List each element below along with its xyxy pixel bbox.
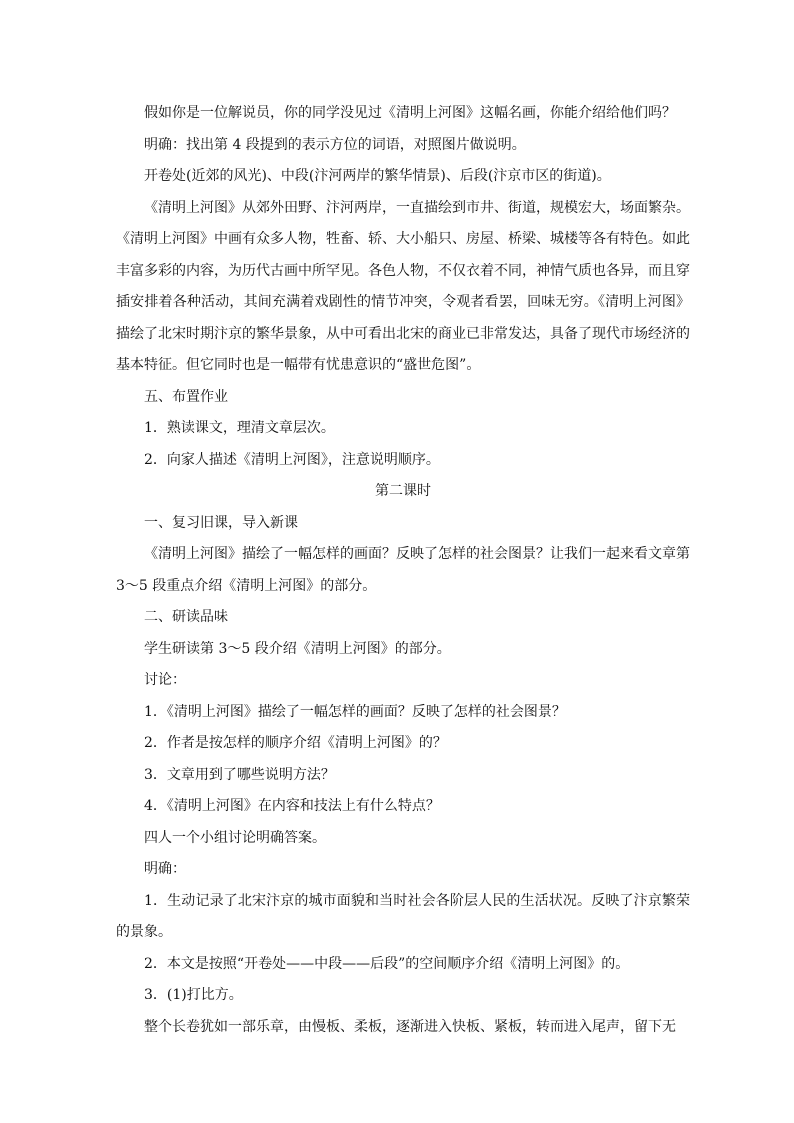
discussion-label: 讨论：	[144, 672, 186, 688]
homework-item-1: 1．熟读课文，理清文章层次。	[144, 420, 335, 436]
paragraph-music-analogy: 整个长卷犹如一部乐章，由慢板、柔板，逐渐进入快板、紧板，转而进入尾声，留下无	[144, 1018, 676, 1035]
paragraph-answer-hint: 明确：找出第 4 段提到的表示方位的词语，对照图片做说明。	[144, 136, 526, 153]
homework-item-2: 2．向家人描述《清明上河图》，注意说明顺序。	[144, 451, 440, 468]
paragraph-study: 学生研读第 3～5 段介绍《清明上河图》的部分。	[144, 640, 451, 657]
paragraph-description: 《清明上河图》从郊外田野、汴河两岸，一直描绘到市井、街道，规模宏大，场面繁杂。《清明上河图》中画有众多人物，牲畜、轿、大小船只、房屋、桥梁、城楼等各有特色。如此丰富多彩的内容，为历代古画中所罕见。各色人物，不仅衣着不同，神情气质也各异，而且穿插安排着各种活动，其间充满着戏剧性的情节冲突，令观者看罢，回味无穷。《清明上河图》描绘了北宋时期汴京的繁华景象，从中可看出北宋的商业已非常发达，具备了现代市场经济的基本特征。但它同时也是一幅带有忧患意识的“盛世危图”。	[116, 199, 690, 373]
answer-item-2: 2．本文是按照“开卷处——中段——后段”的空间顺序介绍《清明上河图》的。	[144, 955, 630, 972]
document-body	[116, 98, 690, 1043]
paragraph-sections: 开卷处(近郊的风光)、中段(汴河两岸的繁华情景)、后段(汴京市区的街道)。	[144, 168, 611, 184]
discussion-item-4: 4．《清明上河图》在内容和技法上有什么特点？	[144, 798, 440, 814]
section-heading-homework: 五、布置作业	[144, 388, 228, 405]
section-heading-review: 一、复习旧课，导入新课	[144, 514, 298, 531]
group-discussion: 四人一个小组讨论明确答案。	[144, 829, 326, 846]
answer-item-3: 3．(1)打比方。	[144, 987, 243, 1003]
paragraph-review: 《清明上河图》描绘了一幅怎样的画面？反映了怎样的社会图景？让我们一起来看文章第 3～5 段重点介绍《清明上河图》的部分。	[116, 546, 690, 594]
discussion-item-1: 1．《清明上河图》描绘了一幅怎样的画面？反映了怎样的社会图景？	[144, 703, 566, 720]
discussion-item-3: 3．文章用到了哪些说明方法？	[144, 766, 335, 783]
lesson-title: 第二课时	[375, 483, 431, 499]
answer-item-1: 1．生动记录了北宋汴京的城市面貌和当时社会各阶层人民的生活状况。反映了汴京繁荣的景象。	[116, 892, 690, 940]
answer-label: 明确：	[144, 861, 186, 877]
section-heading-study: 二、研读品味	[144, 609, 228, 625]
discussion-item-2: 2．作者是按怎样的顺序介绍《清明上河图》的？	[144, 735, 447, 751]
paragraph-intro-question: 假如你是一位解说员，你的同学没见过《清明上河图》这幅名画，你能介绍给他们吗？	[144, 105, 676, 121]
